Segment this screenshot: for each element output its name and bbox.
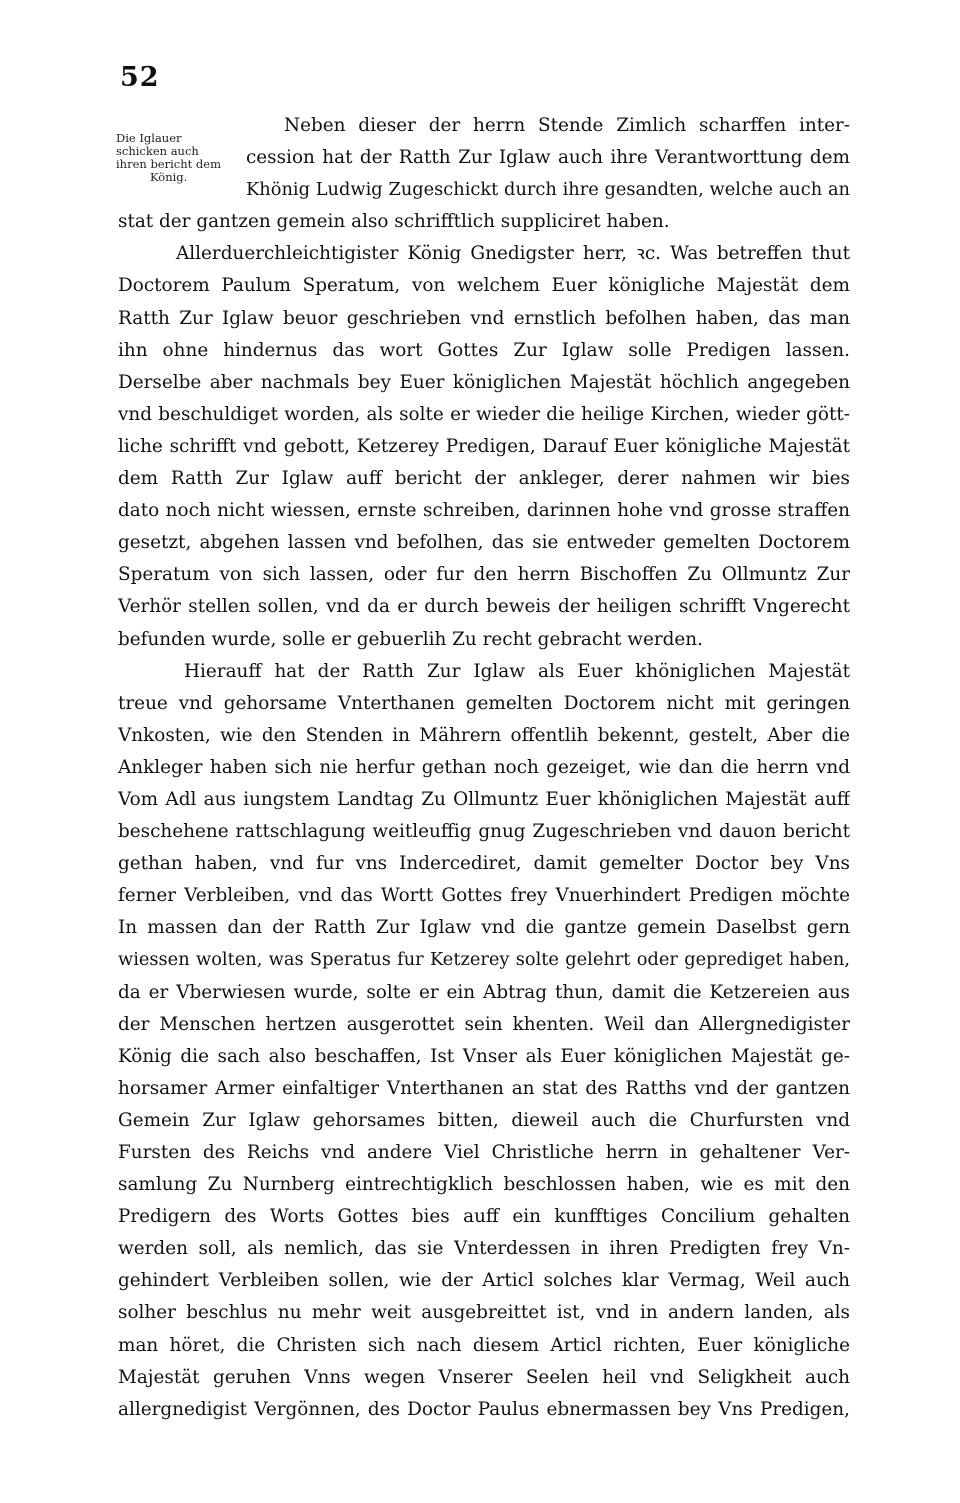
- text-line: Ratth Zur Iglaw beuor geschrieben vnd ernstlich befolhen haben, das man: [118, 307, 850, 329]
- text-line: gethan haben, vnd fur vns Indercediret, damit gemelter Doctor bey Vns: [118, 853, 850, 875]
- text-line: allergnedigist Vergönnen, des Doctor Paulus ebnermassen bey Vns Predigen,: [118, 1398, 850, 1420]
- text-line: da er Vberwiesen wurde, solte er ein Abtrag thun, damit die Ketzereien aus: [118, 981, 850, 1003]
- text-line: stat der gantzen gemein also schrifftlich suppliciret haben.: [118, 211, 670, 233]
- text-line: König die sach also beschaffen, Ist Vnser als Euer königlichen Majestät ge-: [118, 1045, 850, 1067]
- marginal-note-line: schicken auch: [116, 144, 199, 158]
- text-line: cession hat der Ratth Zur Iglaw auch ihre Verantworttung dem: [246, 147, 850, 169]
- text-line: gehindert Verbleiben sollen, wie der Articl solches klar Vermag, Weil auch: [118, 1270, 850, 1292]
- text-line: Verhör stellen sollen, vnd da er durch beweis der heiligen schrifft Vngerecht: [118, 596, 850, 618]
- body-text: [118, 110, 850, 1426]
- text-line: Vnkosten, wie den Stenden in Mährern offentlih bekennt, gestelt, Aber die: [118, 724, 850, 746]
- text-line: man höret, die Christen sich nach diesem Articl richten, Euer königliche: [118, 1334, 850, 1356]
- text-line: Doctorem Paulum Speratum, von welchem Euer königliche Majestät dem: [118, 275, 850, 297]
- text-line: werden soll, als nemlich, das sie Vnterdessen in ihren Predigten frey Vn-: [118, 1238, 850, 1260]
- text-line: Khönig Ludwig Zugeschickt durch ihre gesandten, welche auch an: [246, 179, 850, 201]
- text-line: treue vnd gehorsame Vnterthanen gemelten Doctorem nicht mit geringen: [118, 692, 850, 714]
- text-line: der Menschen hertzen ausgerottet sein khenten. Weil dan Allergnedigister: [118, 1013, 850, 1035]
- marginal-note-line: König.: [150, 170, 188, 184]
- page-number: 52: [120, 62, 160, 93]
- text-line: samlung Zu Nurnberg eintrechtigklich beschlossen haben, wie es mit den: [118, 1174, 850, 1196]
- text-line: befunden wurde, solle er gebuerlih Zu recht gebracht werden.: [118, 628, 703, 650]
- text-line: Gemein Zur Iglaw gehorsames bitten, dieweil auch die Churfursten vnd: [118, 1109, 850, 1131]
- text-line: Speratum von sich lassen, oder fur den herrn Bischoffen Zu Ollmuntz Zur: [118, 564, 850, 586]
- text-line: horsamer Armer einfaltiger Vnterthanen an stat des Ratths vnd der gantzen: [118, 1077, 850, 1099]
- text-line: Fursten des Reichs vnd andere Viel Christliche herrn in gehaltener Ver-: [118, 1142, 850, 1163]
- text-line: solher beschlus nu mehr weit ausgebreittet ist, vnd in andern landen, als: [118, 1302, 850, 1324]
- text-line: ferner Verbleiben, vnd das Wortt Gottes frey Vnuerhindert Predigen möchte: [118, 885, 850, 907]
- text-line: Vom Adl aus iungstem Landtag Zu Ollmuntz Euer khöniglichen Majestät auff: [118, 788, 850, 810]
- text-line: dem Ratth Zur Iglaw auff bericht der ankleger, derer nahmen wir bies: [118, 468, 850, 490]
- text-line: beschehene rattschlagung weitleuffig gnug Zugeschrieben vnd dauon bericht: [118, 821, 850, 843]
- marginal-note-line: ihren bericht dem: [116, 157, 221, 171]
- text-line: wiessen wolten, was Speratus fur Ketzerey solte gelehrt oder geprediget haben,: [118, 949, 850, 971]
- marginal-note-line: Die Iglauer: [116, 131, 182, 145]
- text-line: In massen dan der Ratth Zur Iglaw vnd die gantze gemein Daselbst gern: [118, 917, 850, 939]
- text-line: ihn ohne hindernus das wort Gottes Zur Iglaw solle Predigen lassen.: [118, 339, 850, 361]
- text-line: vnd beschuldiget worden, als solte er wieder die heilige Kirchen, wieder gött-: [118, 403, 850, 425]
- text-line: Allerduerchleichtigister König Gnedigster herr, ꝛc. Was betreffen thut: [176, 243, 850, 265]
- text-line: Neben dieser der herrn Stende Zimlich scharffen inter-: [284, 115, 850, 136]
- text-line: Derselbe aber nachmals bey Euer königlichen Majestät höchlich angegeben: [118, 371, 850, 393]
- text-line: Ankleger haben sich nie herfur gethan noch gezeiget, wie dan die herrn vnd: [118, 756, 850, 778]
- text-line: Majestät geruhen Vnns wegen Vnserer Seelen heil vnd Seligkheit auch: [118, 1366, 850, 1388]
- text-line: dato noch nicht wiessen, ernste schreiben, darinnen hohe vnd grosse straffen: [118, 500, 850, 522]
- text-line: Predigern des Worts Gottes bies auff ein kunfftiges Concilium gehalten: [118, 1206, 850, 1228]
- text-line: liche schrifft vnd gebott, Ketzerey Predigen, Darauf Euer königliche Majestät: [118, 435, 850, 457]
- text-line: gesetzt, abgehen lassen vnd befolhen, das sie entweder gemelten Doctorem: [118, 532, 850, 554]
- text-line: Hierauff hat der Ratth Zur Iglaw als Euer khöniglichen Majestät: [184, 660, 850, 682]
